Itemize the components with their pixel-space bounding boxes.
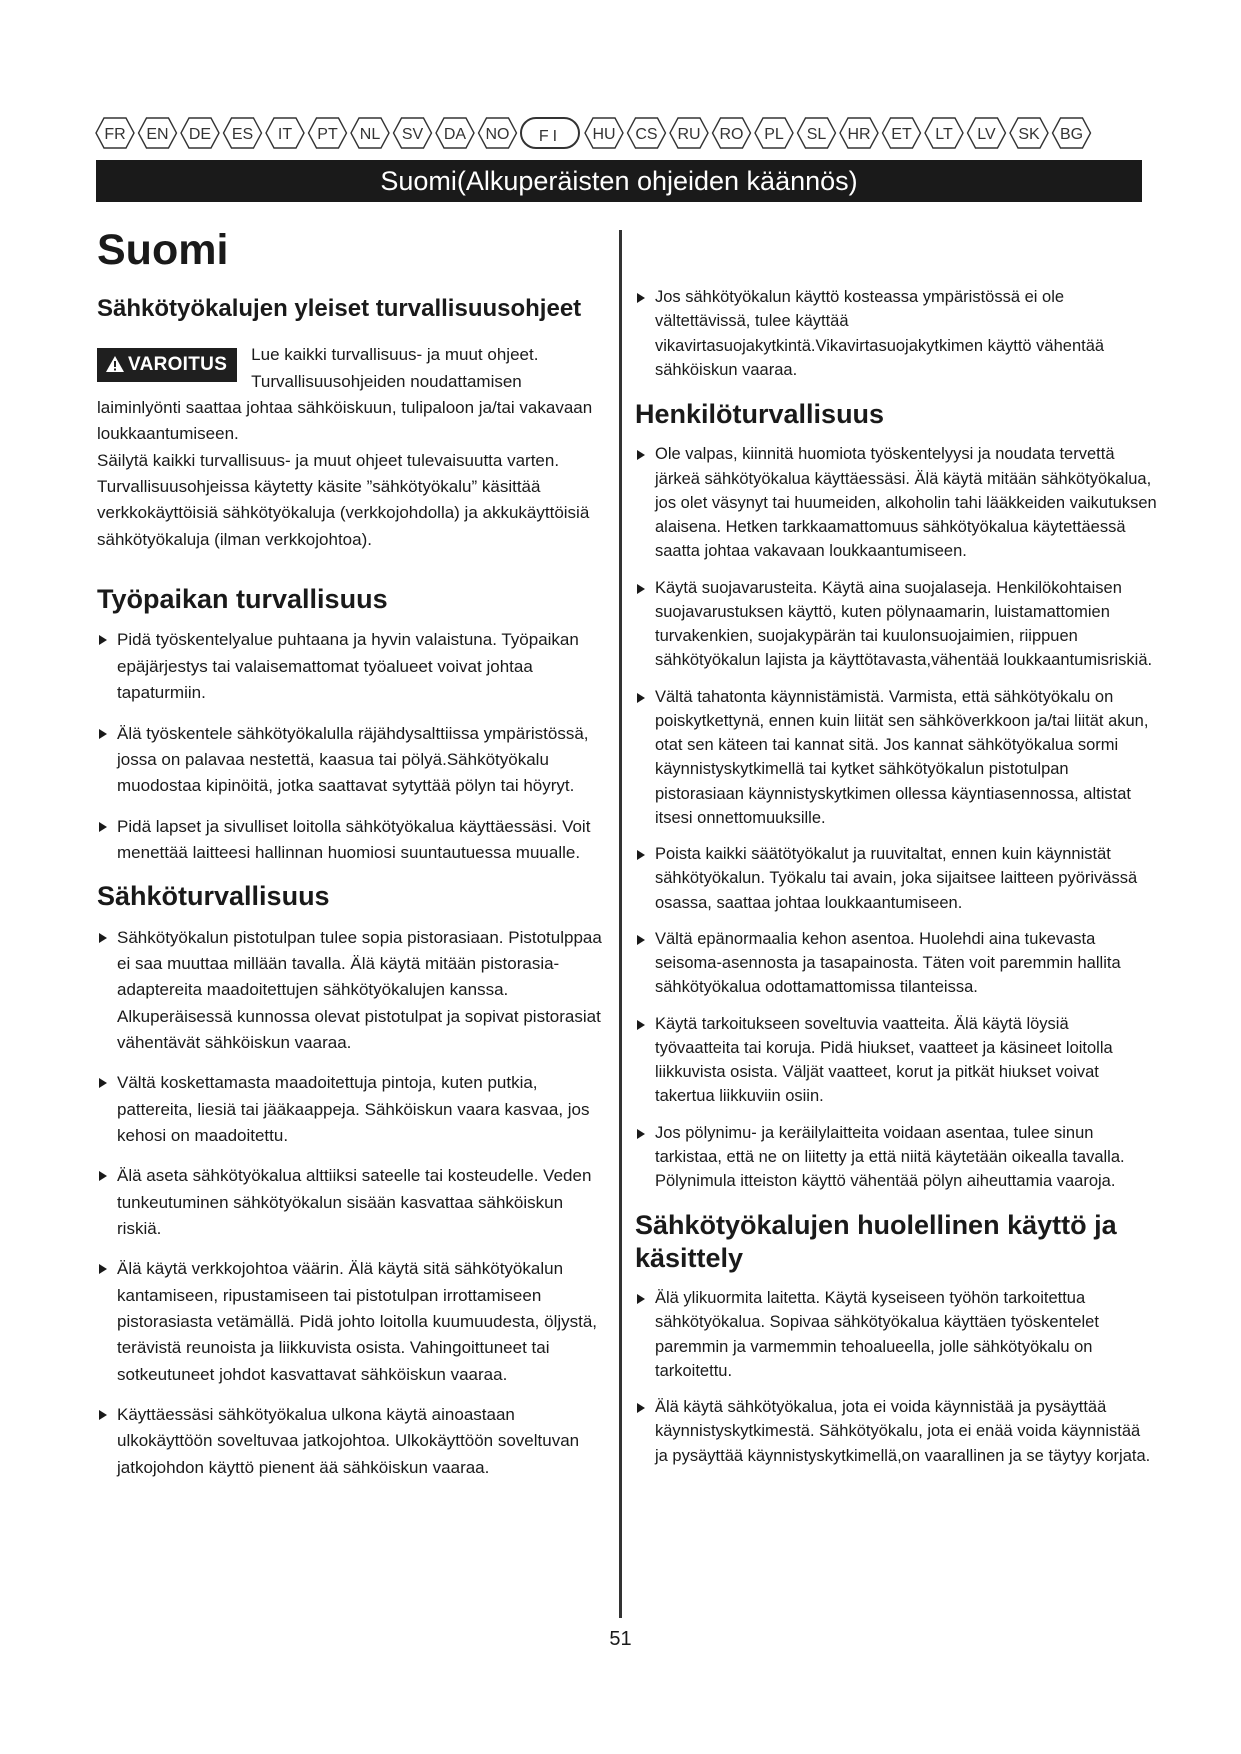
language-tab-sv[interactable] [394,118,432,148]
language-tab-label: FR [104,126,126,143]
language-tab-label: RU [677,126,701,143]
list-item: Jos pölynimu- ja keräilylaitteita voidaan asentaa, tulee sinun tarkistaa, että ne on liitetty ja että niitä käytetään oikealla tavalla. Pölynimula itteiston käyttö vähentää pölyn aiheuttamia vaaroja. [635,1121,1157,1194]
language-tab-cs[interactable] [628,118,666,148]
list-item: Käytä suojavarusteita. Käytä aina suojalaseja. Henkilökohtaisen suojavarustuksen käyttö, kuten pölynaamarin, luistamattomien turvakenkien, suojakypärän tai kuulonsuojaimien, riippuen sähkötyökalun lajista ja käyttötavasta,vähentää loukkaantumisriskiä. [635,576,1157,673]
language-tab-fr[interactable] [96,118,134,148]
language-tab-label: FI [538,128,562,145]
language-tab-label: ET [891,126,912,143]
list-item: Älä aseta sähkötyökalua alttiiksi sateelle tai kosteudelle. Veden tunkeutuminen sähkötyökalun sisään kasvattaa sähköiskun riskiä. [97,1163,609,1242]
language-tab-label: CS [635,126,658,143]
list-item: Älä käytä sähkötyökalua, jota ei voida käynnistää ja pysäyttää käynnistyskytkimestä. Sähkötyökalu, jota ei enää voida käynnistää ja pysäyttää käynnistyskytkimellä,on vaarallinen ja se täytyy korjata. [635,1395,1157,1468]
list-item: Vältä epänormaalia kehon asentoa. Huolehdi aina tukevasta seisoma-asennosta ja tasapainosta. Täten voit paremmin hallita sähkötyökalua odottamattomissa tilanteissa. [635,927,1157,1000]
language-tab-bg[interactable] [1053,118,1091,148]
language-tab-ru[interactable] [670,118,708,148]
list-item: Käytä tarkoitukseen soveltuvia vaatteita. Älä käytä löysiä työvaatteita tai koruja. Pidä hiukset, vaatteet ja käsineet loitolla liikkuvista osista. Väljät vaatteet, korut ja pitkät hiukset voivat takertua liikkuviin osiin. [635,1012,1157,1109]
language-tab-pl[interactable] [755,118,793,148]
list-item: Älä ylikuormita laitetta. Käytä kyseiseen työhön tarkoitettua sähkötyökalua. Sopivaa sähkötyökalua käyttäen työskentelet paremmin ja varmemmin tehoalueella, jolle sähkötyökalu on tarkoitettu. [635,1286,1157,1383]
right-column [635,285,1157,1480]
language-tab-no[interactable] [479,118,517,148]
language-tab-da[interactable] [436,118,474,148]
language-tab-ro[interactable] [713,118,751,148]
language-tabs [94,116,1144,150]
language-tab-sl[interactable] [798,118,836,148]
language-tab-label: DA [443,126,467,143]
personal-list [635,442,1157,1193]
list-item: Älä työskentele sähkötyökalulla räjähdysalttiissa ympäristössä, jossa on palavaa nestettä, kaasua tai pölyä.Sähkötyökalu muodostaa kipinöitä, jotka saattavat sytyttää pölyn tai höyryt. [97,721,609,800]
language-tab-label: NL [359,126,381,143]
list-item: Poista kaikki säätötyökalut ja ruuvitaltat, ennen kuin käynnistät sähkötyökalun. Työkalu tai avain, joka sijaitsee laitteen pyörivässä osassa, saattaa johtaa loukkaantumiseen. [635,842,1157,915]
language-tab-lt[interactable] [925,118,963,148]
warning-label: VAROITUS [128,354,228,376]
language-tab-label: HU [592,126,616,143]
left-column [97,228,609,1495]
warning-block [97,342,609,447]
language-tab-label: NO [485,126,510,143]
language-tab-fi[interactable] [521,118,579,148]
language-tab-hu[interactable] [585,118,623,148]
language-tab-it[interactable] [266,118,304,148]
column-divider [619,230,622,1618]
language-tab-de[interactable] [181,118,219,148]
language-tab-label: SV [401,126,424,143]
language-tab-es[interactable] [224,118,262,148]
intro-paragraph-2: Turvallisuusohjeissa käytetty käsite ”sähkötyökalu” käsittää verkkokäyttöisiä sähkötyökaluja (verkkojohdolla) ja akkukäyttöisiä sähkötyökaluja (ilman verkkojohtoa). [97,477,590,549]
workplace-list [97,627,609,866]
list-item: Pidä lapset ja sivulliset loitolla sähkötyökalua käyttäessäsi. Voit menettää laitteesi hallinnan huomiosi suuntautuessa muualle. [97,814,609,867]
page-header-bar [96,160,1142,202]
list-item: Älä käytä verkkojohtoa väärin. Älä käytä sitä sähkötyökalun kantamiseen, ripustamiseen tai pistotulpan irrottamiseen pistorasiasta vetämällä. Pidä johto loitolla kuumuudesta, öljystä, terävistä reunoista ja liikkuvista osista. Vahingoittuneet tai sotkeutuneet johdot kasvattavat sähköiskun vaaraa. [97,1256,609,1388]
intro-paragraph-1: Säilytä kaikki turvallisuus- ja muut ohjeet tulevaisuutta varten. [97,450,560,470]
language-tab-label: BG [1059,126,1084,143]
section-title-workplace: Työpaikan turvallisuus [97,584,388,615]
subtitle: Sähkötyökalujen yleiset turvallisuusohjeet [97,295,582,323]
language-tab-et[interactable] [883,118,921,148]
language-tab-label: RO [719,126,744,143]
list-item: Sähkötyökalun pistotulpan tulee sopia pistorasiaan. Pistotulppaa ei saa muuttaa millään tavalla. Älä käytä mitään pistorasia-adaptereita maadoitettujen sähkötyökalujen kanssa. Alkuperäisessä kunnossa olevat pistotulpat ja sopivat pistorasiat vähentävät sähköiskun vaaraa. [97,925,609,1057]
language-tab-lv[interactable] [968,118,1006,148]
language-tab-label: PT [317,126,338,143]
language-tab-label: ES [231,126,254,143]
electrical-list [97,925,609,1482]
list-item: Jos sähkötyökalun käyttö kosteassa ympäristössä ei ole vältettävissä, tulee käyttää vikavirtasuojakytkintä.Vikavirtasuojakytkimen käyttö vähentää sähköiskun vaaraa. [635,285,1157,382]
language-tab-nl[interactable] [351,118,389,148]
page-header-title: Suomi(Alkuperäisten ohjeiden käännös) [380,166,858,196]
language-tab-label: LT [935,126,953,143]
language-tab-label: PL [764,126,784,143]
language-selector [94,116,1144,150]
section-title-care: Sähkötyökalujen huolellinen käyttö ja käsittely [635,1210,1117,1273]
page-number: 51 [609,1628,632,1650]
warning-badge [97,348,237,382]
list-item: Pidä työskentelyalue puhtaana ja hyvin valaistuna. Työpaikan epäjärjestys tai valaisemattomat työalueet voivat johtaa tapaturmiin. [97,627,609,706]
main-title: Suomi [97,226,229,274]
list-item: Vältä koskettamasta maadoitettuja pintoja, kuten putkia, pattereita, liesiä tai jääkaappeja. Sähköiskun vaara kasvaa, jos kehosi on maadoitettu. [97,1070,609,1149]
language-tab-en[interactable] [139,118,177,148]
intro-list [635,285,1157,382]
warning-text: Lue kaikki turvallisuus- ja muut ohjeet. Turvallisuusohjeiden noudattamisen laiminlyönti saattaa johtaa sähköiskuun, tulipaloon ja/tai vakavaan loukkaantumiseen. [97,345,593,444]
language-tab-label: EN [146,126,169,143]
language-tab-label: HR [847,126,871,143]
language-tab-label: SK [1018,126,1040,143]
warning-triangle-icon [105,355,125,373]
list-item: Vältä tahatonta käynnistämistä. Varmista, että sähkötyökalu on poiskytkettynä, ennen kuin liität sen sähköverkkoon ja/tai liität akun, otat sen käteen tai kannat sitä. Jos kannat sähkötyökalua sormi käynnistyskytkimellä tai kytket sähkötyökalun pistotulpan pistorasiaan käynnistyskytkimen ollessa käyntiasennossa, altistat itsesi onnettomuuksille. [635,685,1157,831]
list-item: Käyttäessäsi sähkötyökalua ulkona käytä ainoastaan ulkokäyttöön soveltuvaa jatkojohtoa. Ulkokäyttöön soveltuvan jatkojohdon käyttö pienent ää sähköiskun vaaraa. [97,1402,609,1481]
language-tab-hr[interactable] [840,118,878,148]
language-tab-label: IT [277,126,293,143]
language-tab-sk[interactable] [1010,118,1048,148]
language-tab-label: LV [977,126,996,143]
section-title-electrical: Sähköturvallisuus [97,881,330,912]
section-title-personal: Henkilöturvallisuus [635,399,885,429]
care-list [635,1286,1157,1468]
language-tab-pt[interactable] [309,118,347,148]
language-tab-label: DE [188,126,212,143]
language-tab-label: SL [806,126,827,143]
list-item: Ole valpas, kiinnitä huomiota työskentelyysi ja noudata tervettä järkeä sähkötyökalua käyttäessäsi. Älä käytä mitään sähkötyökalua, jos olet väsynyt tai huumeiden, alkoholin tahi lääkkeiden vaikutuksen alaisena. Hetken tarkkaamattomuus sähkötyökalua käytettäessä saatta johtaa vakavaan loukkaantumiseen. [635,442,1157,563]
